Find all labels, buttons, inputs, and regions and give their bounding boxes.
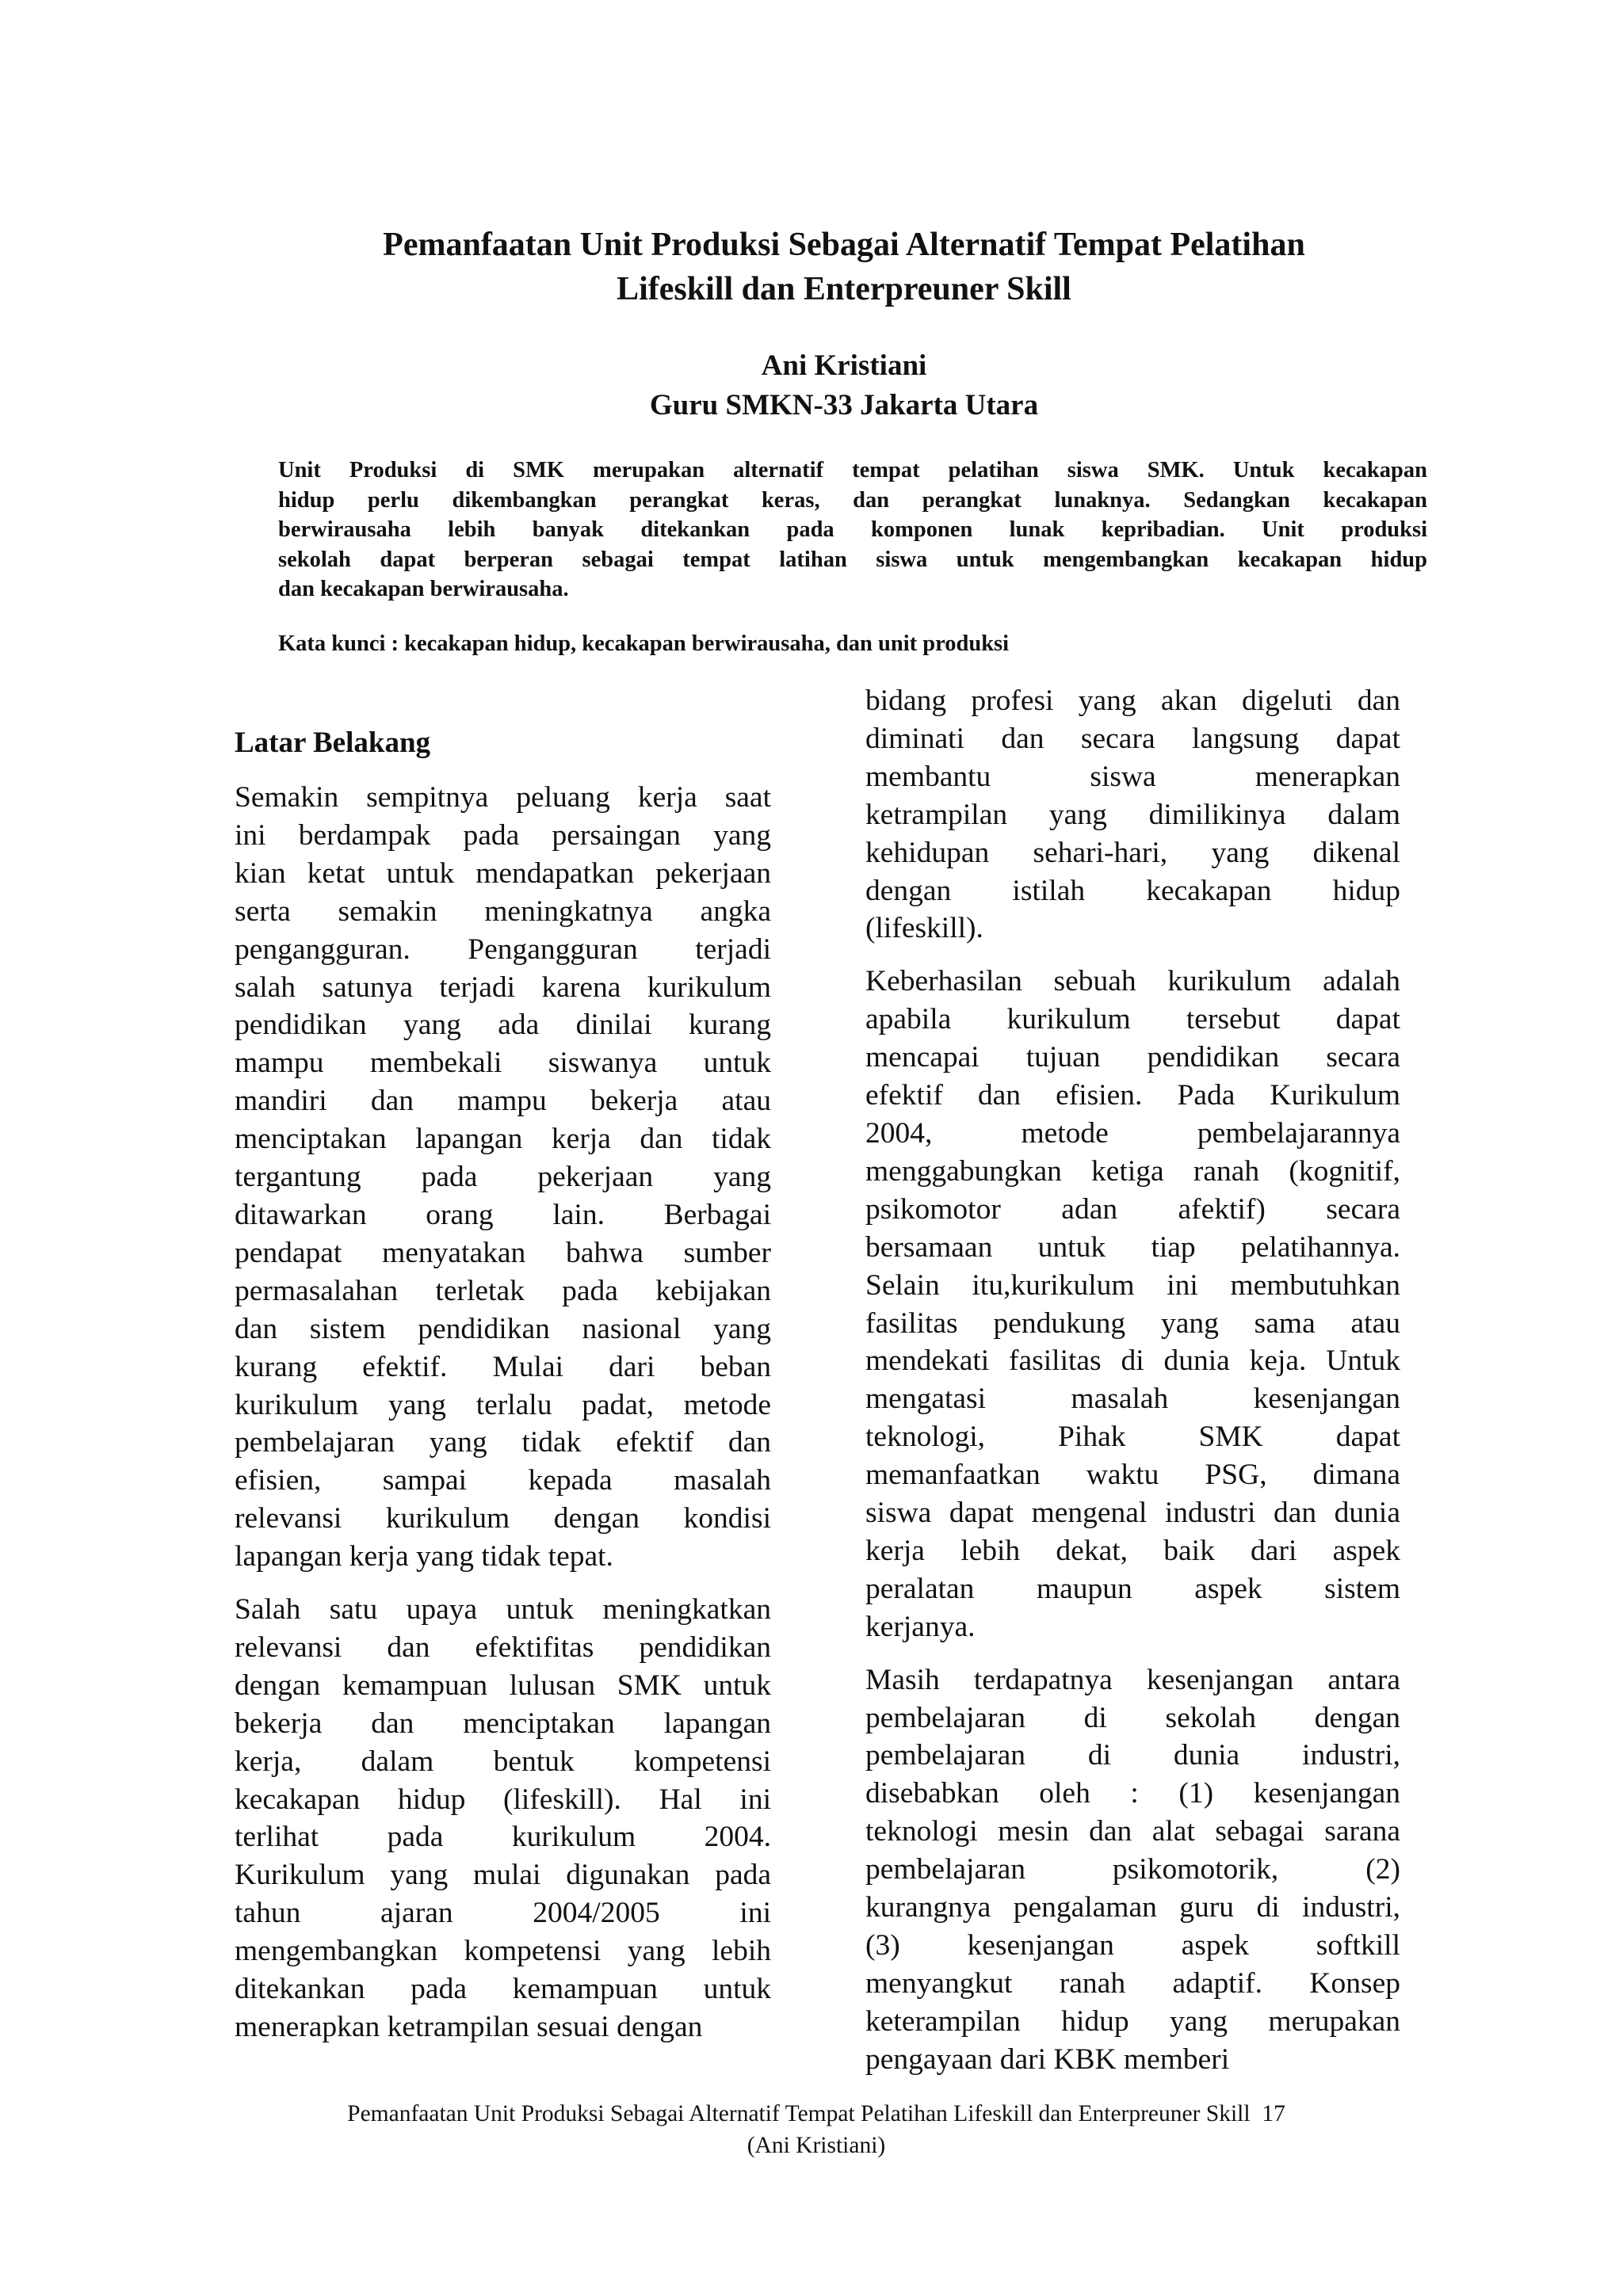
section-heading: Latar Belakang xyxy=(235,727,431,759)
title-line-2: Lifeskill dan Enterpreuner Skill xyxy=(617,271,1071,307)
text-line: diminati dan secara langsung dapat xyxy=(865,722,1400,755)
text-line: mampu membekali siswanya untuk xyxy=(235,1047,771,1080)
paragraph xyxy=(865,682,1400,948)
text-line: salah satunya terjadi karena kurikulum xyxy=(235,971,771,1004)
text-line: kurangnya pengalaman guru di industri, xyxy=(865,1891,1400,1924)
text-line: ini berdampak pada persaingan yang xyxy=(235,818,771,852)
text-line: pembelajaran yang tidak efektif dan xyxy=(235,1426,771,1459)
text-line: mendekati fasilitas di dunia keja. Untuk xyxy=(865,1344,1400,1378)
text-line: menggabungkan ketiga ranah (kognitif, xyxy=(865,1154,1400,1188)
text-line: serta semakin meningkatnya angka xyxy=(235,894,771,928)
text-line: menciptakan lapangan kerja dan tidak xyxy=(235,1123,771,1156)
abstract-line: berwirausaha lebih banyak ditekankan pada komponen lunak kepribadian. Unit produksi xyxy=(278,517,1427,542)
text-line: membantu siswa menerapkan xyxy=(865,760,1400,793)
text-line: kecakapan hidup (lifeskill). Hal ini xyxy=(235,1783,771,1816)
text-line: tergantung pada pekerjaan yang xyxy=(235,1161,771,1194)
text-line: lapangan kerja yang tidak tepat. xyxy=(235,1540,613,1573)
text-line: Kurikulum yang mulai digunakan pada xyxy=(235,1859,771,1892)
abstract-line: Unit Produksi di SMK merupakan alternatif tempat pelatihan siswa SMK. Untuk kecakapan xyxy=(278,458,1427,482)
text-line: ditawarkan orang lain. Berbagai xyxy=(235,1198,771,1231)
text-line: bersamaan untuk tiap pelatihannya. xyxy=(865,1230,1400,1264)
page-footer xyxy=(190,2098,1442,2161)
text-line: peralatan maupun aspek sistem xyxy=(865,1572,1400,1605)
text-line: kurang efektif. Mulai dari beban xyxy=(235,1350,771,1383)
text-line: (3) kesenjangan aspek softkill xyxy=(865,1929,1400,1962)
abstract-line: dan kecakapan berwirausaha. xyxy=(278,577,569,601)
article-title xyxy=(190,223,1498,311)
text-line: Salah satu upaya untuk meningkatkan xyxy=(235,1593,771,1627)
keywords: Kata kunci : kecakapan hidup, kecakapan berwirausaha, dan unit produksi xyxy=(278,631,1010,656)
text-line: ditekankan pada kemampuan untuk xyxy=(235,1973,771,2006)
abstract-line: hidup perlu dikembangkan perangkat keras, dan perangkat lunaknya. Sedangkan kecakapan xyxy=(278,487,1427,513)
footer-author: (Ani Kristiani) xyxy=(747,2133,886,2158)
left-column xyxy=(235,779,771,2061)
text-line: teknologi mesin dan alat sebagai sarana xyxy=(865,1815,1400,1848)
text-line: bidang profesi yang akan digeluti dan xyxy=(865,685,1400,717)
text-line: apabila kurikulum tersebut dapat xyxy=(865,1003,1400,1036)
abstract xyxy=(278,456,1427,605)
text-line: fasilitas pendukung yang sama atau xyxy=(865,1306,1400,1340)
title-line-1: Pemanfaatan Unit Produksi Sebagai Alternatif Tempat Pelatihan xyxy=(383,227,1305,263)
text-line: mencapai tujuan pendidikan secara xyxy=(865,1041,1400,1074)
text-line: 2004, metode pembelajarannya xyxy=(865,1116,1400,1150)
text-line: tahun ajaran 2004/2005 ini xyxy=(235,1897,771,1930)
text-line: Selain itu,kurikulum ini membutuhkan xyxy=(865,1268,1400,1302)
text-line: pembelajaran di sekolah dengan xyxy=(865,1701,1400,1734)
text-line: Masih terdapatnya kesenjangan antara xyxy=(865,1663,1400,1696)
text-line: relevansi kurikulum dengan kondisi xyxy=(235,1502,771,1535)
text-line: mandiri dan mampu bekerja atau xyxy=(235,1085,771,1118)
text-line: pendapat menyatakan bahwa sumber xyxy=(235,1236,771,1269)
text-line: kurikulum yang terlalu padat, metode xyxy=(235,1388,771,1421)
text-line: pendidikan yang ada dinilai kurang xyxy=(235,1009,771,1042)
text-line: permasalahan terletak pada kebijakan xyxy=(235,1274,771,1307)
text-line: ketrampilan yang dimilikinya dalam xyxy=(865,798,1400,831)
text-line: kerja, dalam bentuk kompetensi xyxy=(235,1745,771,1778)
text-line: pembelajaran psikomotorik, (2) xyxy=(865,1853,1400,1886)
text-line: kian ketat untuk mendapatkan pekerjaan xyxy=(235,856,771,890)
author-name: Ani Kristiani xyxy=(761,349,927,382)
text-line: kerja lebih dekat, baik dari aspek xyxy=(865,1534,1400,1567)
text-line: pengangguran. Pengangguran terjadi xyxy=(235,933,771,966)
text-line: terlihat pada kurikulum 2004. xyxy=(235,1821,771,1854)
author-affiliation: Guru SMKN-33 Jakarta Utara xyxy=(649,389,1039,421)
text-line: menerapkan ketrampilan sesuai dengan xyxy=(235,2011,703,2043)
text-line: dengan istilah kecakapan hidup xyxy=(865,874,1400,907)
text-line: relevansi dan efektifitas pendidikan xyxy=(235,1630,771,1664)
text-line: Keberhasilan sebuah kurikulum adalah xyxy=(865,965,1400,998)
right-column xyxy=(865,682,1400,2094)
text-line: pengayaan dari KBK memberi xyxy=(865,2042,1230,2076)
paragraph xyxy=(235,779,771,1576)
text-line: teknologi, Pihak SMK dapat xyxy=(865,1421,1400,1454)
page-number: 17 xyxy=(1262,2101,1285,2126)
paragraph xyxy=(865,963,1400,1646)
paragraph xyxy=(865,1661,1400,2079)
text-line: psikomotor adan afektif) secara xyxy=(865,1192,1400,1226)
text-line: dan sistem pendidikan nasional yang xyxy=(235,1312,771,1345)
abstract-line: sekolah dapat berperan sebagai tempat latihan siswa untuk mengembangkan kecakapan hidup xyxy=(278,547,1427,572)
text-line: (lifeskill). xyxy=(865,912,983,945)
text-line: dengan kemampuan lulusan SMK untuk xyxy=(235,1669,771,1702)
author-block xyxy=(190,346,1498,425)
footer-line-1 xyxy=(190,2098,1442,2130)
text-line: siswa dapat mengenal industri dan dunia xyxy=(865,1497,1400,1530)
paragraph xyxy=(235,1591,771,2046)
text-line: memanfaatkan waktu PSG, dimana xyxy=(865,1459,1400,1492)
text-line: keterampilan hidup yang merupakan xyxy=(865,2004,1400,2038)
text-line: Semakin sempitnya peluang kerja saat xyxy=(235,781,771,814)
text-line: mengatasi masalah kesenjangan xyxy=(865,1383,1400,1416)
text-line: pembelajaran di dunia industri, xyxy=(865,1739,1400,1772)
footer-running-title: Pemanfaatan Unit Produksi Sebagai Alternatif Tempat Pelatihan Lifeskill dan Enterpreuner Skill xyxy=(347,2101,1251,2126)
text-line: efektif dan efisien. Pada Kurikulum xyxy=(865,1079,1400,1112)
text-line: disebabkan oleh : (1) kesenjangan xyxy=(865,1777,1400,1810)
text-line: menyangkut ranah adaptif. Konsep xyxy=(865,1966,1400,2000)
text-line: efisien, sampai kepada masalah xyxy=(235,1464,771,1497)
text-line: bekerja dan menciptakan lapangan xyxy=(235,1707,771,1740)
text-line: mengembangkan kompetensi yang lebih xyxy=(235,1935,771,1968)
text-line: kehidupan sehari-hari, yang dikenal xyxy=(865,836,1400,869)
text-line: kerjanya. xyxy=(865,1610,976,1643)
